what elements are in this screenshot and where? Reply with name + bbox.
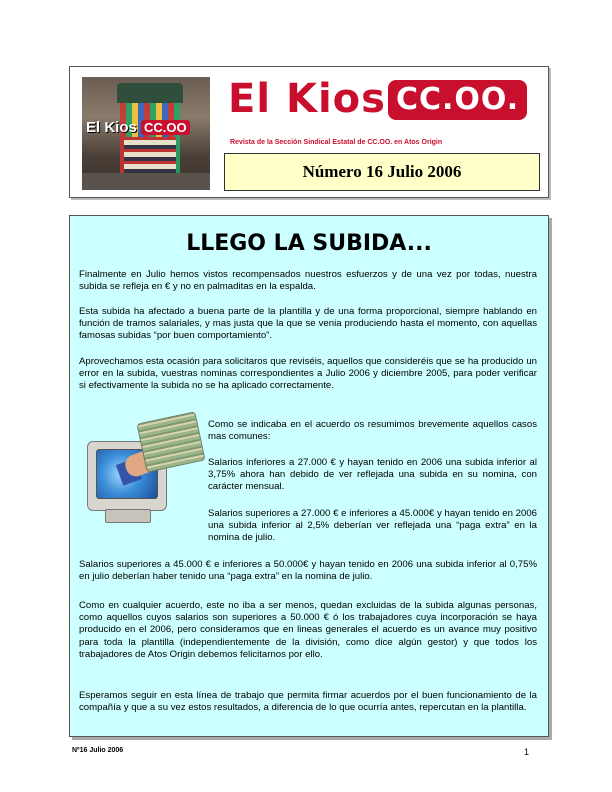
paragraph: Salarios superiores a 45.000 € e inferiores a 50.000€ y hayan tenido en 2006 una subida inferior al 0,75% en julio deberían haber tenido una “paga extra” en la nomina de julio. xyxy=(79,559,537,583)
paragraph: Esta subida ha afectado a buena parte de la plantilla y de una forma proporcional, siempre hablando en función de tramos salariales, y mas justa que la que se venia produciendo hasta el momento, con aquellas famosas subidas “por buen comportamiento”. xyxy=(79,306,537,342)
kiosk-photo xyxy=(82,77,210,190)
article-title: LLEGO LA SUBIDA... xyxy=(186,231,432,256)
issue-banner: Número 16 Julio 2006 xyxy=(224,153,540,191)
magazine-subtitle: Revista de la Sección Sindical Estatal de CC.OO. en Atos Origin xyxy=(230,139,443,146)
paragraph: Esperamos seguir en esta línea de trabajo que permita firmar acuerdos por el buen funcionamiento de la compañía y que a su vez estos resultados, a diferencia de lo que ocurría antes, repercutan en la plantilla. xyxy=(79,690,537,714)
street-shape xyxy=(82,173,210,190)
photo-logo-text: El Kios xyxy=(86,119,137,136)
paragraph: Aprovechamos esta ocasión para solicitaros que reviséis, aquellos que consideréis que se ha producido un error en la subida, vuestras nominas correspondientes a Julio 2006 y diciembre 2005, para poder verificar si efectivamente la subida no se ha aplicado correctamente. xyxy=(79,356,537,392)
masthead xyxy=(69,66,549,198)
paragraph: Finalmente en Julio hemos vistos recompensados nuestros esfuerzos y de una vez por todas, nuestra subida se refleja en € y no en palmaditas en la espalda. xyxy=(79,269,537,293)
paragraph: Como en cualquier acuerdo, este no iba a ser menos, quedan excluidas de la subida algunas personas, como aquellos cuyos salarios son superiores a 50.000 € ó los trabajadores cuya incorporación se haya producido en el 2006, pero consideramos que en lineas generales el acuerdo es un avance muy positivo para toda la plantilla (independientemente de la división, como dice algún gestor) y que todos los trabajadores de Atos Origin debemos felicitarnos por ello. xyxy=(79,600,537,660)
footer-issue: Nº16 Julio 2006 xyxy=(72,747,124,754)
monitor-base-shape xyxy=(105,509,151,523)
article-box xyxy=(69,215,549,737)
computer-money-illustration xyxy=(79,413,205,531)
logo-badge: CC.OO. xyxy=(388,80,527,120)
photo-logo xyxy=(86,119,190,136)
banknotes-shape xyxy=(136,411,205,472)
magazine-logo xyxy=(228,75,527,123)
kiosk-roof-shape xyxy=(117,83,183,103)
photo-logo-badge: CC.OO xyxy=(141,120,190,135)
paragraph: Como se indicaba en el acuerdo os resumimos brevemente aquellos casos mas comunes: xyxy=(208,419,537,443)
paragraph: Salarios inferiores a 27.000 € y hayan tenido en 2006 una subida inferior al 3,75% ahora han debido de ver reflejada una subida en su nomina, con carácter mensual. xyxy=(208,457,537,493)
paragraph: Salarios superiores a 27.000 € e inferiores a 45.000€ y hayan tenido en 2006 una subida inferior al 2,5% deberían ver reflejada una “paga extra” en la nomina de julio. xyxy=(208,508,537,544)
page-number: 1 xyxy=(524,747,530,757)
logo-text: El Kios xyxy=(228,76,386,122)
